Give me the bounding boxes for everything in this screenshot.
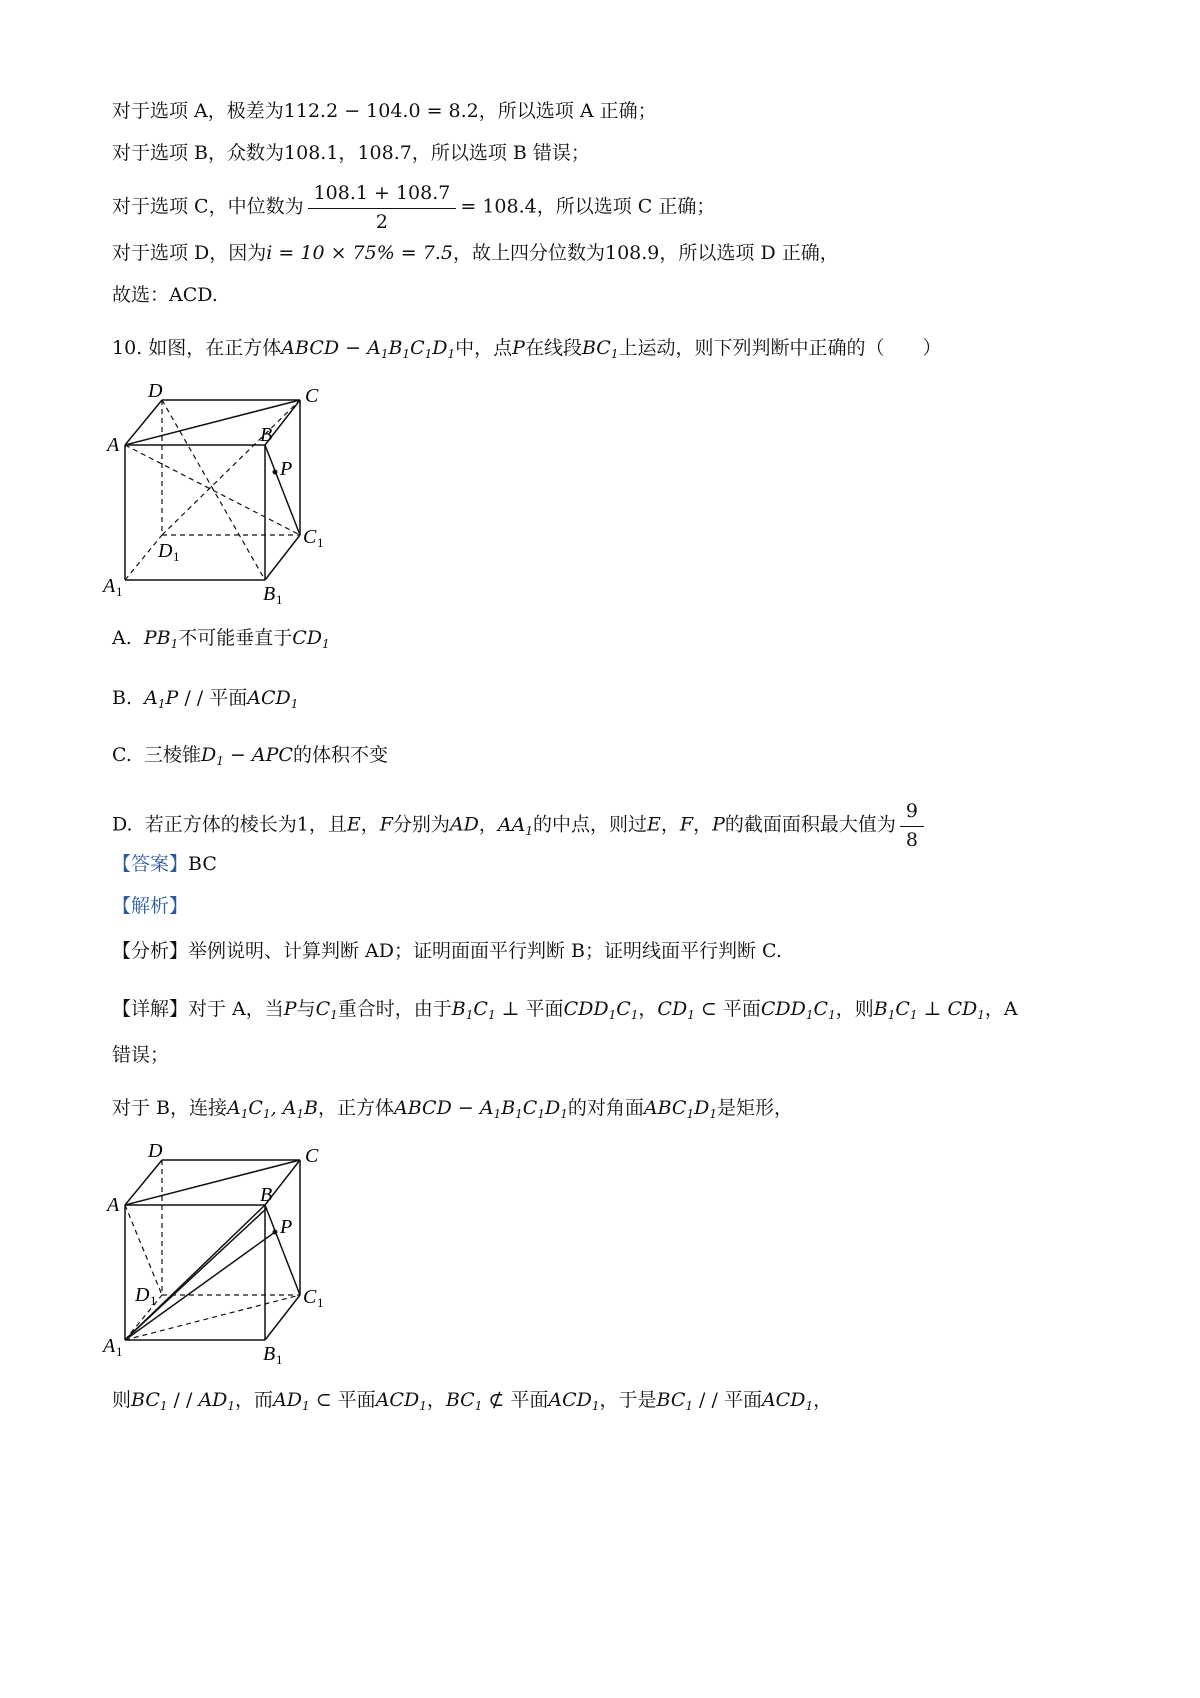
- median-fraction: $\frac{108.1 + 108.7}{2}$: [308, 180, 457, 235]
- line-option-b: 对于选项 B，众数为108.1，108.7，所以选项 B 错误；: [112, 142, 590, 164]
- analysis-tag: 【解析】: [112, 895, 189, 917]
- q10-option-d: D. 若正方体的棱长为1，且E，F分别为AD，$AA_1$的中点，则过E，F，P的截面面积最大值为 $\frac{9}{8}$: [112, 798, 928, 853]
- detail-line: 【详解】对于 A，当P与$C_1$重合时，由于$B_1C_1$ ⊥ 平面$CDD_1C_1$，$CD_1$ ⊂ 平面$CDD_1C_1$，则$B_1C_1$ ⊥ $CD_1$，A: [112, 998, 1018, 1022]
- point-p-2: [273, 1230, 278, 1235]
- svg-text:1: 1: [150, 1293, 157, 1308]
- label-c-2: C: [305, 1145, 319, 1167]
- label-d-2: D: [148, 1140, 163, 1162]
- svg-text:1: 1: [116, 584, 123, 599]
- label-b-2: B: [260, 1184, 273, 1206]
- svg-text:1: 1: [317, 535, 324, 550]
- label-a1: A: [103, 575, 116, 597]
- label-c: C: [305, 385, 319, 407]
- for-b-line: 对于 B，连接$A_1C_1$, $A_1B$，正方体ABCD − $A_1B_1C_1D_1$的对角面$ABC_1D_1$是矩形，: [112, 1097, 793, 1121]
- label-a: A: [107, 434, 120, 456]
- svg-text:1: 1: [173, 549, 180, 564]
- line-option-d: 对于选项 D，因为i = 10 × 75% = 7.5，故上四分位数为108.9，所以选项 D 正确，: [112, 242, 839, 264]
- label-d: D: [148, 380, 163, 402]
- q10-option-c: C. 三棱锥$D_1$ − APC的体积不变: [112, 744, 388, 768]
- last-line: 则$BC_1$ / / $AD_1$，而$AD_1$ ⊂ 平面$ACD_1$，$BC_1$ ⊄ 平面$ACD_1$，于是$BC_1$ / / 平面$ACD_1$，: [112, 1389, 833, 1413]
- label-p-2: P: [280, 1216, 293, 1238]
- svg-text:1: 1: [276, 1352, 283, 1367]
- label-b1-2: B: [263, 1343, 276, 1365]
- svg-text:1: 1: [276, 592, 283, 607]
- answer-tag: 【答案】: [112, 853, 189, 875]
- label-a1-2: A: [103, 1335, 116, 1357]
- point-p: [273, 470, 278, 475]
- svg-text:1: 1: [317, 1295, 324, 1310]
- line-option-c: 对于选项 C，中位数为 $\frac{108.1 + 108.7}{2}$ = 108.4，所以选项 C 正确；: [112, 182, 716, 233]
- fenxi-line: 【分析】举例说明、计算判断 AD；证明面面平行判断 B；证明线面平行判断 C.: [112, 940, 782, 962]
- label-p: P: [280, 458, 293, 480]
- line-option-a: 对于选项 A，极差为112.2 − 104.0 = 8.2，所以选项 A 正确；: [112, 100, 657, 122]
- question-10: 10. 如图，在正方体ABCD − $A_1B_1C_1D_1$中，点P在线段$BC_1$上运动，则下列判断中正确的（ ）: [112, 337, 942, 361]
- q10-option-b: B. $A_1P$ / / 平面$ACD_1$: [112, 687, 299, 711]
- answer-line: 【答案】BC: [112, 853, 217, 875]
- svg-text:1: 1: [116, 1344, 123, 1359]
- cube-figure-1: [100, 375, 360, 610]
- label-d1-2: D: [135, 1284, 150, 1306]
- label-d1: D: [158, 540, 173, 562]
- line-choose: 故选：ACD.: [112, 284, 218, 306]
- max-area-fraction: $\frac{9}{8}$: [900, 798, 924, 853]
- label-a-2: A: [107, 1194, 120, 1216]
- cube-figure-2: [100, 1135, 360, 1370]
- label-b: B: [260, 424, 273, 446]
- q10-option-a: A. $PB_1$不可能垂直于$CD_1$: [112, 627, 330, 651]
- label-c1: C: [303, 526, 317, 548]
- label-b1: B: [263, 583, 276, 605]
- label-c1-2: C: [303, 1286, 317, 1308]
- detail-cont: 错误；: [112, 1044, 170, 1066]
